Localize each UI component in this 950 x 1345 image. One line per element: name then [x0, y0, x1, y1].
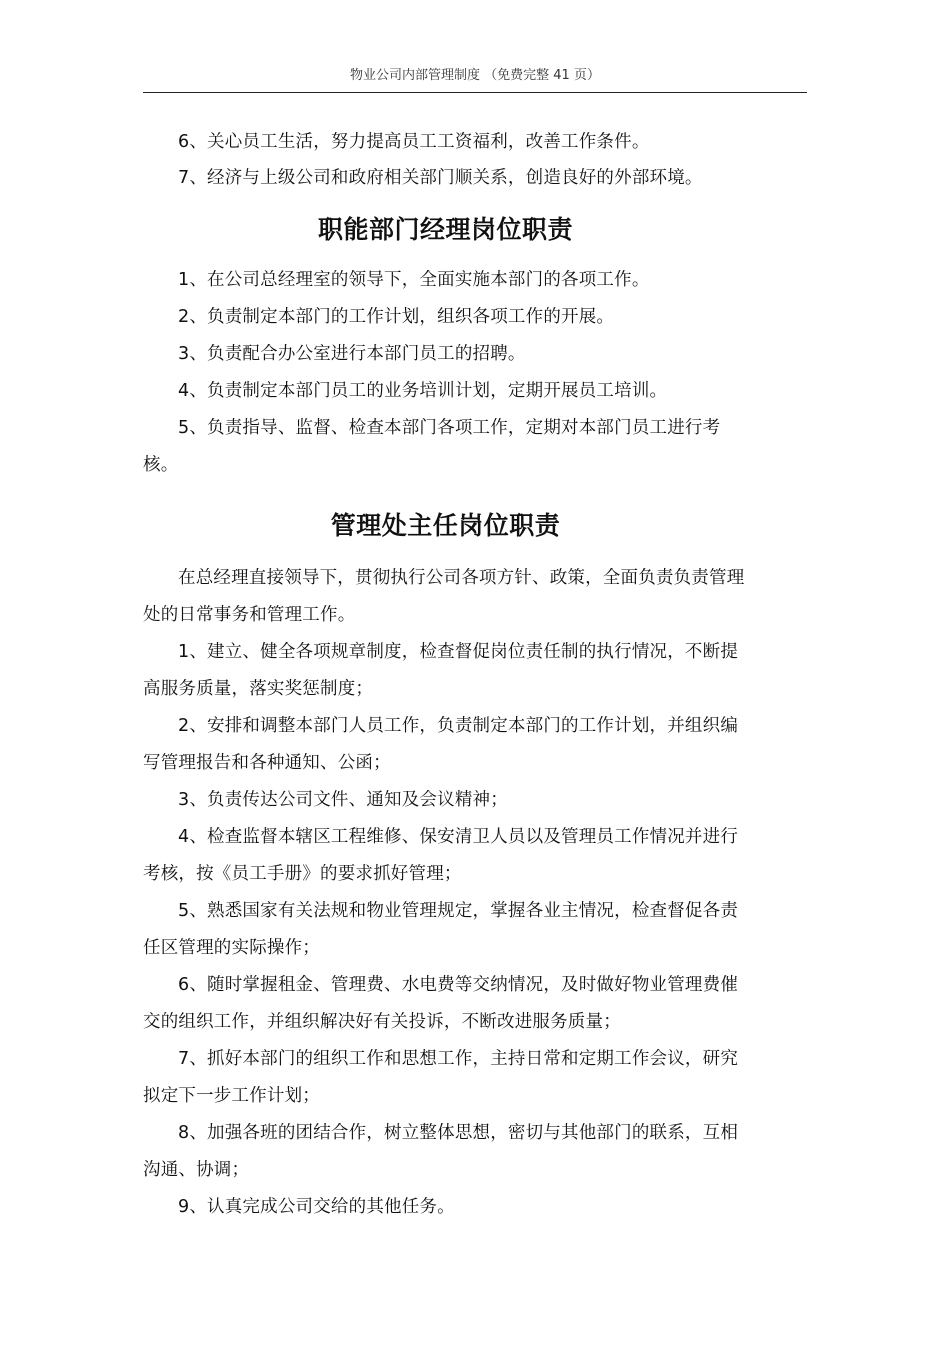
intro-item: 7、经济与上级公司和政府相关部门顺关系，创造良好的外部环境。: [178, 168, 703, 188]
list-item: 4、检查监督本辖区工程维修、保安清卫人员以及管理员工作情况并进行考核，按《员工手册》的要求抓好管理；: [143, 827, 739, 884]
page-header-text: 物业公司内部管理制度 （免费完整 41 页）: [350, 68, 600, 83]
list-item: 3、负责传达公司文件、通知及会议精神；: [178, 790, 508, 810]
list-item: 3、负责配合办公室进行本部门员工的招聘。: [178, 344, 526, 364]
list-item: 7、抓好本部门的组织工作和思想工作，主持日常和定期工作会议，研究拟定下一步工作计划；: [143, 1049, 739, 1106]
list-item: 2、负责制定本部门的工作计划，组织各项工作的开展。: [178, 307, 615, 327]
list-item: 5、负责指导、监督、检查本部门各项工作，定期对本部门员工进行考核。: [143, 418, 721, 475]
list-item: 1、在公司总经理室的领导下，全面实施本部门的各项工作。: [178, 270, 650, 290]
page-header: [143, 66, 807, 93]
list-item: 6、随时掌握租金、管理费、水电费等交纳情况，及时做好物业管理费催交的组织工作，并组织解决好有关投诉，不断改进服务质量；: [143, 975, 739, 1032]
list-item: 1、建立、健全各项规章制度，检查督促岗位责任制的执行情况，不断提高服务质量，落实奖惩制度；: [143, 642, 739, 699]
list-item: 2、安排和调整本部门人员工作，负责制定本部门的工作计划，并组织编写管理报告和各种通知、公函；: [143, 716, 739, 773]
section-title: 管理处主任岗位职责: [330, 511, 561, 540]
list-item: 5、熟悉国家有关法规和物业管理规定，掌握各业主情况，检查督促各责任区管理的实际操作；: [143, 901, 739, 958]
list-item: 4、负责制定本部门员工的业务培训计划，定期开展员工培训。: [178, 381, 668, 401]
document-body: [143, 124, 748, 1226]
section-title: 职能部门经理岗位职责: [317, 215, 573, 244]
section-intro: 在总经理直接领导下，贯彻执行公司各项方针、政策，全面负责负责管理处的日常事务和管理工作。: [143, 568, 745, 625]
intro-item: 6、关心员工生活，努力提高员工工资福利，改善工作条件。: [178, 132, 650, 152]
list-item: 8、加强各班的团结合作，树立整体思想，密切与其他部门的联系，互相沟通、协调；: [143, 1123, 739, 1180]
list-item: 9、认真完成公司交给的其他任务。: [178, 1197, 455, 1217]
